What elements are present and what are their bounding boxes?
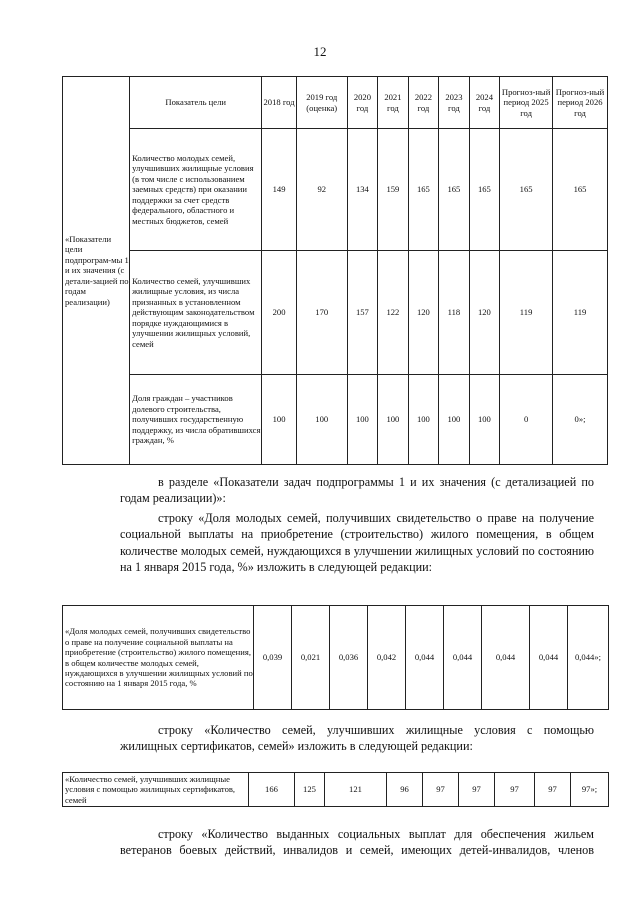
cell-2026: 0»;	[553, 375, 608, 465]
table-row	[63, 375, 608, 465]
cell-2019: 0,021	[292, 606, 330, 710]
cell-2020: 121	[325, 773, 387, 807]
goal-indicators-table	[62, 76, 608, 465]
cell-2021: 100	[378, 375, 409, 465]
table-row	[63, 251, 608, 375]
cell-2023: 100	[439, 375, 470, 465]
paragraph-row-replace-2: строку «Количество семей, улучшивших жилищные условия с помощью жилищных сертификатов, семей» изложить в следующей редакции:	[120, 723, 594, 754]
cell-2025: 119	[500, 251, 553, 375]
cell-2020: 0,036	[330, 606, 368, 710]
cell-2026: 119	[553, 251, 608, 375]
cell-2020: 134	[347, 129, 378, 251]
cell-2025: 0,044	[530, 606, 568, 710]
cell-2023: 0,044	[444, 606, 482, 710]
replacement-row-table-1	[62, 605, 609, 710]
table-row	[63, 129, 608, 251]
header-2022: 2022 год	[408, 77, 439, 129]
cell-2018: 0,039	[254, 606, 292, 710]
cell-2021: 0,042	[368, 606, 406, 710]
cell-2024: 120	[469, 251, 500, 375]
cell-2023: 97	[459, 773, 495, 807]
cell-2019: 92	[296, 129, 347, 251]
paragraph-section-intro: в разделе «Показатели задач подпрограммы 1 и их значения (с детализацией по годам реализации)»:	[120, 475, 594, 506]
cell-2024: 0,044	[482, 606, 530, 710]
cell-2020: 157	[347, 251, 378, 375]
cell-2024: 165	[469, 129, 500, 251]
row-label: Доля граждан – участников долевого строительства, получивших государственную поддержку, из числа обратившихся граждан, %	[130, 375, 262, 465]
row-label: «Доля молодых семей, получивших свидетельство о праве на получение социальной выплаты на приобретение (строительство) жилого помещения, в общем количестве молодых семей, нуждающихся в улучшении жилищных условий по состоянию на 1 января 2015 года, %	[63, 606, 254, 710]
cell-2021: 96	[387, 773, 423, 807]
cell-2026: 97»;	[571, 773, 609, 807]
page-number: 12	[313, 44, 327, 59]
cell-2019: 100	[296, 375, 347, 465]
header-indicator: Показатель цели	[130, 77, 262, 129]
header-2024: 2024 год	[469, 77, 500, 129]
cell-2026: 165	[553, 129, 608, 251]
cell-2025: 0	[500, 375, 553, 465]
header-2026: Прогноз-ный период 2026 год	[553, 77, 608, 129]
header-2021: 2021 год	[378, 77, 409, 129]
cell-2026: 0,044»;	[568, 606, 609, 710]
cell-2025: 97	[535, 773, 571, 807]
cell-2018: 166	[249, 773, 295, 807]
cell-2022: 97	[423, 773, 459, 807]
table-row	[63, 773, 609, 807]
section-label: «Показатели цели подпрограм-мы 1 и их значения (с детали-зацией по годам реализации)	[63, 77, 130, 465]
cell-2022: 100	[408, 375, 439, 465]
cell-2022: 165	[408, 129, 439, 251]
cell-2020: 100	[347, 375, 378, 465]
cell-2024: 100	[469, 375, 500, 465]
table-row	[63, 606, 609, 710]
cell-2018: 149	[262, 129, 297, 251]
cell-2023: 118	[439, 251, 470, 375]
cell-2021: 122	[378, 251, 409, 375]
cell-2022: 0,044	[406, 606, 444, 710]
header-2018: 2018 год	[262, 77, 297, 129]
cell-2021: 159	[378, 129, 409, 251]
cell-2023: 165	[439, 129, 470, 251]
header-2019: 2019 год (оценка)	[296, 77, 347, 129]
replacement-row-table-2	[62, 772, 609, 807]
cell-2024: 97	[495, 773, 535, 807]
row-label: Количество молодых семей, улучшивших жилищные условия (в том числе с использованием заемных средств) при оказании поддержки за счет средств федерального, областного и местных бюджетов, семей	[130, 129, 262, 251]
row-label: «Количество семей, улучшивших жилищные условия с помощью жилищных сертификатов, семей	[63, 773, 249, 807]
header-2020: 2020 год	[347, 77, 378, 129]
row-label: Количество семей, улучшивших жилищные условия, из числа признанных в установленном действующим законодательством порядке нуждающимися в улучшении жилищных условий, семей	[130, 251, 262, 375]
paragraph-row-replace-1: строку «Доля молодых семей, получивших свидетельство о праве на получение социальной выплаты на приобретение (строительство) жилого помещения, в общем количестве молодых семей, нуждающихся в улучшении жилищных условий по состоянию на 1 января 2015 года, %» изложить в следующей редакции:	[120, 511, 594, 575]
header-2025: Прогноз-ный период 2025 год	[500, 77, 553, 129]
cell-2018: 100	[262, 375, 297, 465]
cell-2018: 200	[262, 251, 297, 375]
cell-2019: 125	[295, 773, 325, 807]
cell-2022: 120	[408, 251, 439, 375]
cell-2019: 170	[296, 251, 347, 375]
header-2023: 2023 год	[439, 77, 470, 129]
cell-2025: 165	[500, 129, 553, 251]
paragraph-row-replace-3: строку «Количество выданных социальных выплат для обеспечения жильем ветеранов боевых действий, инвалидов и семей, имеющих детей-инвалидов, членов	[120, 827, 594, 858]
